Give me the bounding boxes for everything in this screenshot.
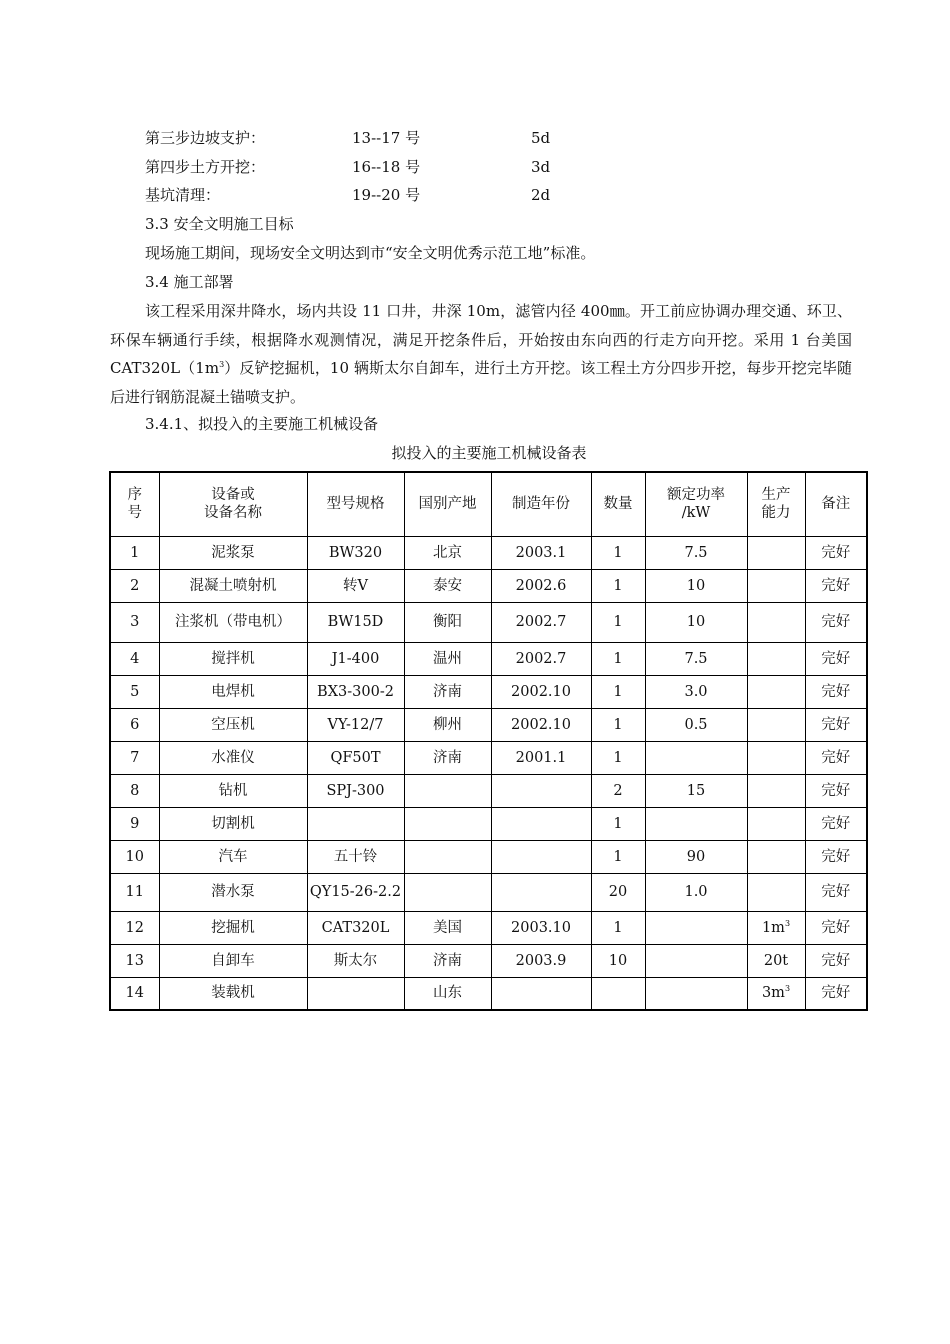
cell-power: 15 — [645, 774, 747, 807]
cell-power: 0.5 — [645, 708, 747, 741]
cell-qty: 1 — [591, 642, 645, 675]
cell-no: 5 — [110, 675, 159, 708]
section-text: 现场施工期间，现场安全文明达到市“安全文明优秀示范工地”标准。 — [145, 244, 596, 262]
cell-name: 搅拌机 — [159, 642, 307, 675]
cell-year: 2002.7 — [491, 602, 591, 642]
cell-origin: 衡阳 — [404, 602, 491, 642]
equipment-table — [109, 471, 868, 1011]
section-heading: 3.4 施工部署 — [145, 273, 234, 291]
cell-no: 9 — [110, 807, 159, 840]
cell-qty: 1 — [591, 569, 645, 602]
cell-qty: 1 — [591, 675, 645, 708]
cell-power: 90 — [645, 840, 747, 873]
cell-power: 10 — [645, 569, 747, 602]
cell-origin — [404, 840, 491, 873]
cell-year — [491, 840, 591, 873]
cell-note: 完好 — [805, 675, 867, 708]
table-row — [110, 708, 867, 741]
cell-year: 2002.6 — [491, 569, 591, 602]
cell-no: 6 — [110, 708, 159, 741]
paragraph-text-b: ）反铲挖掘机，10 辆斯太尔自卸车，进行土方开挖。该工程土方分四步开挖，每步开挖完毕随后进行钢筋混凝土锚喷支护。 — [110, 359, 853, 406]
cell-origin — [404, 873, 491, 911]
schedule-days: 13--17 号 — [352, 129, 421, 147]
schedule-step: 基坑清理： — [145, 186, 221, 204]
cell-model: 转Ⅴ — [307, 569, 404, 602]
cell-capacity — [747, 741, 805, 774]
cell-note: 完好 — [805, 807, 867, 840]
cell-capacity: 20t — [747, 944, 805, 977]
cell-year — [491, 873, 591, 911]
schedule-duration: 2d — [531, 186, 551, 204]
cell-origin — [404, 807, 491, 840]
cell-name: 空压机 — [159, 708, 307, 741]
cell-origin: 济南 — [404, 741, 491, 774]
schedule-days: 19--20 号 — [352, 186, 421, 204]
cell-origin: 泰安 — [404, 569, 491, 602]
cell-model: BW15D — [307, 602, 404, 642]
cell-power — [645, 807, 747, 840]
table-row — [110, 977, 867, 1010]
cell-power: 7.5 — [645, 536, 747, 569]
cell-model: VY-12/7 — [307, 708, 404, 741]
cell-capacity — [747, 774, 805, 807]
header-name: 设备或 设备名称 — [159, 472, 307, 536]
cell-year: 2002.10 — [491, 675, 591, 708]
cell-qty: 1 — [591, 708, 645, 741]
table-row — [110, 911, 867, 944]
cell-name: 注浆机（带电机） — [159, 602, 307, 642]
header-origin: 国别产地 — [404, 472, 491, 536]
cell-model — [307, 807, 404, 840]
header-qty: 数量 — [591, 472, 645, 536]
cell-year: 2003.9 — [491, 944, 591, 977]
cell-power — [645, 741, 747, 774]
table-row — [110, 774, 867, 807]
cell-note: 完好 — [805, 944, 867, 977]
cell-capacity — [747, 708, 805, 741]
cell-note: 完好 — [805, 536, 867, 569]
cell-origin: 温州 — [404, 642, 491, 675]
schedule-duration: 5d — [531, 129, 551, 147]
table-row — [110, 569, 867, 602]
schedule-duration: 3d — [531, 158, 551, 176]
cell-name: 电焊机 — [159, 675, 307, 708]
cell-qty: 10 — [591, 944, 645, 977]
cell-name: 泥浆泵 — [159, 536, 307, 569]
cell-year — [491, 807, 591, 840]
schedule-step: 第三步边坡支护： — [145, 129, 266, 147]
cell-qty: 20 — [591, 873, 645, 911]
cell-no: 12 — [110, 911, 159, 944]
header-note: 备注 — [805, 472, 867, 536]
cell-capacity — [747, 602, 805, 642]
cell-note: 完好 — [805, 569, 867, 602]
cell-name: 潜水泵 — [159, 873, 307, 911]
cell-power — [645, 944, 747, 977]
cell-model: J1-400 — [307, 642, 404, 675]
cell-qty: 2 — [591, 774, 645, 807]
cell-origin: 北京 — [404, 536, 491, 569]
cell-note: 完好 — [805, 741, 867, 774]
cell-capacity: $1m^3$ — [747, 911, 805, 944]
cell-origin: 济南 — [404, 675, 491, 708]
table-body — [110, 536, 867, 1010]
cell-note: 完好 — [805, 708, 867, 741]
cell-qty: 1 — [591, 840, 645, 873]
cell-origin: 济南 — [404, 944, 491, 977]
schedule-step: 第四步土方开挖： — [145, 158, 266, 176]
cell-power: 3.0 — [645, 675, 747, 708]
cell-capacity — [747, 807, 805, 840]
cell-no: 4 — [110, 642, 159, 675]
cell-qty: 1 — [591, 602, 645, 642]
cell-name: 自卸车 — [159, 944, 307, 977]
section-heading: 3.3 安全文明施工目标 — [145, 215, 294, 233]
schedule-days: 16--18 号 — [352, 158, 421, 176]
cell-model: 五十铃 — [307, 840, 404, 873]
table-row — [110, 536, 867, 569]
cell-capacity — [747, 642, 805, 675]
cell-note: 完好 — [805, 873, 867, 911]
cell-origin: 柳州 — [404, 708, 491, 741]
cell-power — [645, 977, 747, 1010]
table-row — [110, 642, 867, 675]
cell-power: 7.5 — [645, 642, 747, 675]
cell-model: BX3-300-2 — [307, 675, 404, 708]
table-caption: 拟投入的主要施工机械设备表 — [391, 444, 587, 462]
cell-capacity — [747, 675, 805, 708]
cell-year — [491, 977, 591, 1010]
deployment-paragraph — [110, 297, 852, 411]
header-no: 序 号 — [110, 472, 159, 536]
cell-model — [307, 977, 404, 1010]
table-row — [110, 675, 867, 708]
cell-capacity: $3m^3$ — [747, 977, 805, 1010]
cell-power — [645, 911, 747, 944]
cell-model: 斯太尔 — [307, 944, 404, 977]
cell-power: 10 — [645, 602, 747, 642]
cell-no: 7 — [110, 741, 159, 774]
table-row — [110, 741, 867, 774]
cell-no: 13 — [110, 944, 159, 977]
cell-qty: 1 — [591, 807, 645, 840]
cell-origin — [404, 774, 491, 807]
table-row — [110, 807, 867, 840]
cell-model: QY15-26-2.2 — [307, 873, 404, 911]
cell-capacity — [747, 536, 805, 569]
cell-capacity — [747, 569, 805, 602]
cell-note: 完好 — [805, 840, 867, 873]
cell-no: 14 — [110, 977, 159, 1010]
cell-qty: 1 — [591, 536, 645, 569]
cell-model: BW320 — [307, 536, 404, 569]
cell-no: 10 — [110, 840, 159, 873]
cell-name: 装载机 — [159, 977, 307, 1010]
cell-year — [491, 774, 591, 807]
sub-heading: 3.4.1、拟投入的主要施工机械设备 — [145, 415, 379, 433]
cell-name: 切割机 — [159, 807, 307, 840]
table-row — [110, 602, 867, 642]
table-row — [110, 840, 867, 873]
superscript: 3 — [219, 360, 225, 369]
cell-note: 完好 — [805, 977, 867, 1010]
cell-qty: 1 — [591, 911, 645, 944]
cell-model: CAT320L — [307, 911, 404, 944]
cell-origin: 美国 — [404, 911, 491, 944]
paragraph-text-a: 该工程采用深井降水，场内共设 11 口井，井深 10m，滤管内径 400㎜。开工前应协调办理交通、环卫、环保车辆通行手续，根据降水观测情况，满足开挖条件后，开始按由东向西的行走方向开挖。采用 1 台美国 CAT320L（1m — [110, 302, 852, 377]
cell-note: 完好 — [805, 642, 867, 675]
cell-no: 1 — [110, 536, 159, 569]
header-power: 额定功率 /kW — [645, 472, 747, 536]
header-capacity: 生产 能力 — [747, 472, 805, 536]
cell-name: 挖掘机 — [159, 911, 307, 944]
cell-no: 2 — [110, 569, 159, 602]
cell-capacity — [747, 873, 805, 911]
cell-note: 完好 — [805, 911, 867, 944]
cell-capacity — [747, 840, 805, 873]
header-model: 型号规格 — [307, 472, 404, 536]
cell-name: 钻机 — [159, 774, 307, 807]
cell-year: 2002.7 — [491, 642, 591, 675]
cell-note: 完好 — [805, 602, 867, 642]
cell-qty: 1 — [591, 741, 645, 774]
cell-name: 混凝土喷射机 — [159, 569, 307, 602]
cell-year: 2001.1 — [491, 741, 591, 774]
table-row — [110, 873, 867, 911]
cell-origin: 山东 — [404, 977, 491, 1010]
cell-year: 2003.1 — [491, 536, 591, 569]
table-header-row — [110, 472, 867, 536]
cell-year: 2002.10 — [491, 708, 591, 741]
cell-year: 2003.10 — [491, 911, 591, 944]
cell-no: 3 — [110, 602, 159, 642]
cell-qty — [591, 977, 645, 1010]
cell-name: 水准仪 — [159, 741, 307, 774]
cell-no: 11 — [110, 873, 159, 911]
table-row — [110, 944, 867, 977]
cell-model: QF50T — [307, 741, 404, 774]
cell-no: 8 — [110, 774, 159, 807]
cell-note: 完好 — [805, 774, 867, 807]
header-year: 制造年份 — [491, 472, 591, 536]
cell-power: 1.0 — [645, 873, 747, 911]
cell-model: SPJ-300 — [307, 774, 404, 807]
cell-name: 汽车 — [159, 840, 307, 873]
